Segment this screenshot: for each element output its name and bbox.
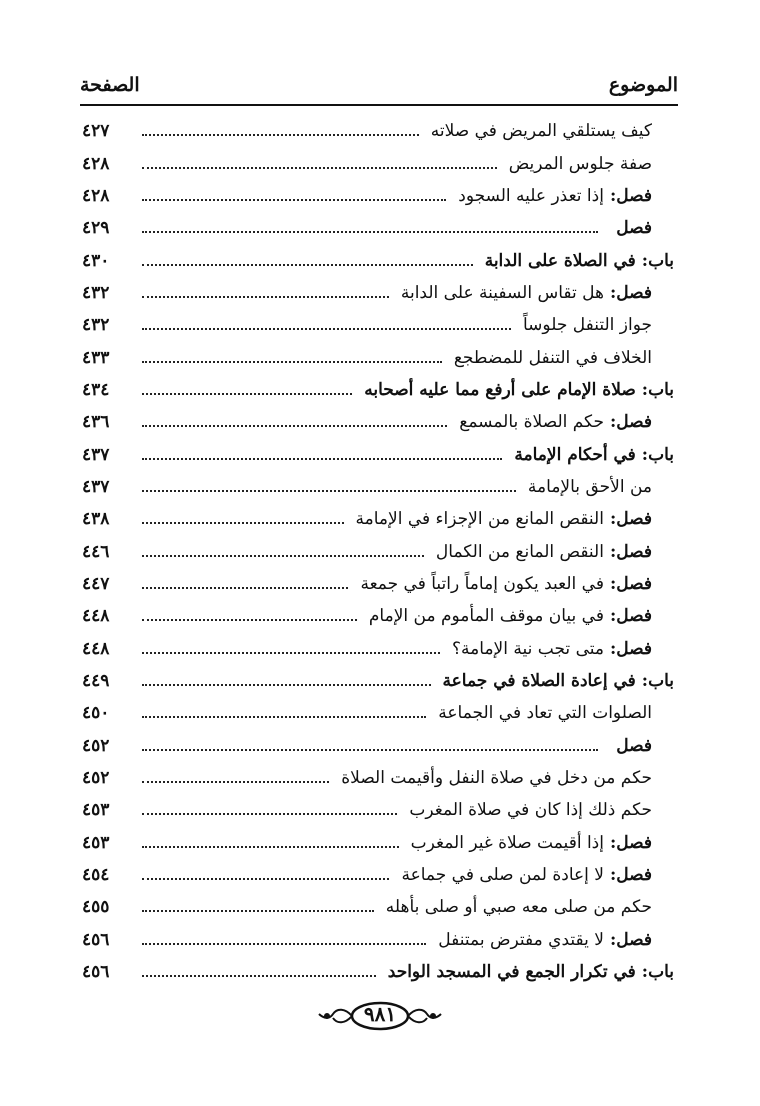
toc-entry-text: لا يقتدي مفترض بمتنفل [438, 929, 604, 950]
toc-entry-text: حكم الصلاة بالمسمع [459, 412, 604, 433]
toc-chapter-row [82, 665, 674, 697]
toc-entry-row [82, 212, 674, 244]
toc-entry-title [610, 218, 674, 238]
toc-page-number: ٤٢٩ [82, 218, 110, 239]
toc-entry-keyword: باب: [641, 379, 674, 400]
toc-entry-keyword: فصل: [609, 865, 652, 886]
toc-entry-title [459, 412, 674, 432]
toc-entry-row [82, 147, 674, 179]
toc-entry-row [82, 115, 674, 147]
toc-page-number: ٤٣٤ [82, 379, 110, 400]
toc-page-number: ٤٢٨ [82, 185, 110, 206]
toc-entry-keyword: فصل [616, 218, 652, 239]
toc-entry-title [401, 283, 674, 303]
toc-entry-row [82, 406, 674, 438]
toc-entry-title [341, 768, 674, 788]
toc-entry-text: من الأحق بالإمامة [527, 476, 652, 497]
dot-leader [142, 799, 397, 815]
toc-chapter-row [82, 956, 674, 988]
toc-entry-keyword: فصل: [609, 832, 652, 853]
toc-entry-text: في تكرار الجمع في المسجد الواحد [387, 962, 636, 983]
topic-column-label: الموضوع [608, 74, 678, 96]
toc-entry-title [401, 865, 674, 885]
toc-header [80, 70, 678, 100]
toc-entry-title [364, 380, 674, 400]
toc-entry-text: صلاة الإمام على أرفع مما عليه أصحابه [364, 379, 636, 400]
toc-entry-title [509, 154, 674, 174]
toc-page-number: ٤٤٧ [82, 573, 110, 594]
toc-page-number: ٤٥٢ [82, 768, 110, 789]
toc-page-number: ٤٥٣ [82, 832, 110, 853]
toc-entry-title [528, 477, 674, 497]
toc-entry-title [436, 542, 674, 562]
toc-entry-row [82, 277, 674, 309]
toc-entry-row [82, 503, 674, 535]
toc-entry-text: إذا تعذر عليه السجود [458, 185, 604, 206]
toc-entry-title [610, 736, 674, 756]
toc-entry-title [431, 121, 674, 141]
toc-page-number: ٤٥٠ [82, 703, 110, 724]
page-number-ornament [315, 998, 445, 1034]
dot-leader [142, 185, 446, 201]
toc-page-number: ٤٣٢ [82, 315, 110, 336]
dot-leader [142, 832, 399, 848]
dot-leader [142, 282, 389, 298]
toc-page-number: ٤٥٣ [82, 800, 110, 821]
toc-entry-keyword: فصل: [609, 509, 652, 530]
toc-page-number: ٤٤٦ [82, 541, 110, 562]
toc-entry-keyword: فصل: [609, 412, 652, 433]
dot-leader [142, 767, 329, 783]
toc-entry-row [82, 762, 674, 794]
toc-entry-text: في العبد يكون إماماً راتباً في جمعة [360, 573, 604, 594]
toc-page-number: ٤٥٤ [82, 865, 110, 886]
toc-entry-keyword: فصل: [609, 638, 652, 659]
page-column-label: الصفحة [80, 74, 140, 96]
toc-entry-row [82, 697, 674, 729]
toc-entry-row [82, 794, 674, 826]
dot-leader [142, 379, 352, 395]
toc-page-number: ٤٢٨ [82, 153, 110, 174]
toc-page-number: ٤٣٨ [82, 509, 110, 530]
dot-leader [142, 735, 598, 751]
toc-entry-text: هل تقاس السفينة على الدابة [400, 282, 604, 303]
toc-entry-text: حكم من صلى معه صبي أو صلى بأهله [385, 897, 652, 918]
toc-entry-text: حكم من دخل في صلاة النفل وأقيمت الصلاة [341, 768, 652, 789]
toc-entry-row [82, 633, 674, 665]
toc-entry-keyword: فصل: [609, 282, 652, 303]
toc-entry-title [388, 962, 674, 982]
header-divider [80, 104, 678, 106]
toc-entry-row [82, 341, 674, 373]
toc-entry-row [82, 180, 674, 212]
toc-page-number: ٤٥٦ [82, 929, 110, 950]
dot-leader [142, 347, 442, 363]
toc-list [82, 115, 674, 988]
dot-leader [142, 508, 344, 524]
toc-entry-text: لا إعادة لمن صلى في جماعة [401, 865, 604, 886]
toc-entry-title [458, 186, 674, 206]
dot-leader [142, 217, 598, 233]
dot-leader [142, 444, 502, 460]
toc-entry-keyword: فصل: [609, 185, 652, 206]
toc-page-number: ٤٣٦ [82, 412, 110, 433]
toc-entry-row [82, 827, 674, 859]
dot-leader [142, 120, 419, 136]
dot-leader [142, 314, 511, 330]
toc-entry-title [386, 897, 674, 917]
toc-page-number: ٤٣٠ [82, 250, 110, 271]
toc-entry-text: النقص المانع من الإجزاء في الإمامة [355, 509, 604, 530]
toc-entry-title [438, 703, 674, 723]
toc-entry-title [409, 800, 674, 820]
toc-entry-text: صفة جلوس المريض [508, 153, 652, 174]
toc-page-number: ٤٤٨ [82, 606, 110, 627]
toc-page-number: ٤٤٩ [82, 671, 110, 692]
toc-entry-keyword: فصل: [609, 929, 652, 950]
toc-entry-row [82, 471, 674, 503]
dot-leader [142, 896, 374, 912]
toc-page-number: ٤٣٧ [82, 444, 110, 465]
toc-entry-keyword: باب: [641, 444, 674, 465]
toc-entry-keyword: باب: [641, 250, 674, 271]
toc-page-number: ٤٣٣ [82, 347, 110, 368]
toc-chapter-row [82, 244, 674, 276]
toc-entry-keyword: باب: [641, 671, 674, 692]
toc-chapter-row [82, 438, 674, 470]
dot-leader [142, 476, 516, 492]
toc-entry-row [82, 568, 674, 600]
toc-entry-row [82, 859, 674, 891]
toc-entry-row [82, 730, 674, 762]
toc-entry-row [82, 535, 674, 567]
toc-entry-keyword: فصل [616, 735, 652, 756]
page-number: ٩٨١ [363, 1002, 397, 1026]
toc-entry-text: الصلوات التي تعاد في الجماعة [438, 703, 652, 724]
toc-entry-text: في أحكام الإمامة [514, 444, 636, 465]
toc-entry-title [485, 251, 674, 271]
toc-entry-text: حكم ذلك إذا كان في صلاة المغرب [409, 800, 652, 821]
toc-entry-title [452, 639, 674, 659]
dot-leader [142, 961, 376, 977]
toc-page-number: ٤٣٧ [82, 476, 110, 497]
toc-entry-text: في إعادة الصلاة في جماعة [442, 671, 636, 692]
toc-entry-keyword: باب: [641, 962, 674, 983]
page-footer [0, 998, 760, 1034]
toc-entry-keyword: فصل: [609, 573, 652, 594]
dot-leader [142, 605, 357, 621]
dot-leader [142, 411, 447, 427]
dot-leader [142, 670, 431, 686]
toc-entry-text: في بيان موقف المأموم من الإمام [368, 606, 604, 627]
toc-entry-text: النقص المانع من الكمال [435, 541, 604, 562]
dot-leader [142, 638, 440, 654]
dot-leader [142, 702, 426, 718]
toc-entry-text: الخلاف في التنفل للمضطجع [453, 347, 652, 368]
toc-entry-row [82, 309, 674, 341]
toc-page-number: ٤٤٨ [82, 638, 110, 659]
toc-entry-title [411, 833, 674, 853]
toc-entry-text: متى تجب نية الإمامة؟ [452, 638, 604, 659]
toc-entry-title [438, 930, 674, 950]
toc-entry-row [82, 891, 674, 923]
toc-page-number: ٤٥٦ [82, 962, 110, 983]
dot-leader [142, 864, 389, 880]
toc-entry-title [514, 445, 674, 465]
toc-entry-keyword: فصل: [609, 606, 652, 627]
toc-entry-title [523, 315, 674, 335]
toc-entry-keyword: فصل: [609, 541, 652, 562]
dot-leader [142, 573, 348, 589]
dot-leader [142, 929, 426, 945]
toc-entry-text: جواز التنفل جلوساً [522, 315, 652, 336]
toc-entry-title [360, 574, 674, 594]
toc-entry-title [454, 348, 674, 368]
toc-chapter-row [82, 374, 674, 406]
toc-entry-title [356, 509, 675, 529]
toc-entry-row [82, 924, 674, 956]
toc-page-number: ٤٣٢ [82, 282, 110, 303]
toc-page-number: ٤٢٧ [82, 121, 110, 142]
toc-page-number: ٤٥٥ [82, 897, 110, 918]
toc-entry-text: إذا أقيمت صلاة غير المغرب [410, 832, 604, 853]
dot-leader [142, 541, 424, 557]
dot-leader [142, 250, 473, 266]
toc-page-number: ٤٥٢ [82, 735, 110, 756]
toc-entry-row [82, 600, 674, 632]
toc-entry-title [369, 606, 674, 626]
toc-entry-title [443, 671, 674, 691]
toc-entry-text: كيف يستلقي المريض في صلاته [430, 121, 652, 142]
toc-entry-text: في الصلاة على الدابة [484, 250, 636, 271]
dot-leader [142, 153, 497, 169]
